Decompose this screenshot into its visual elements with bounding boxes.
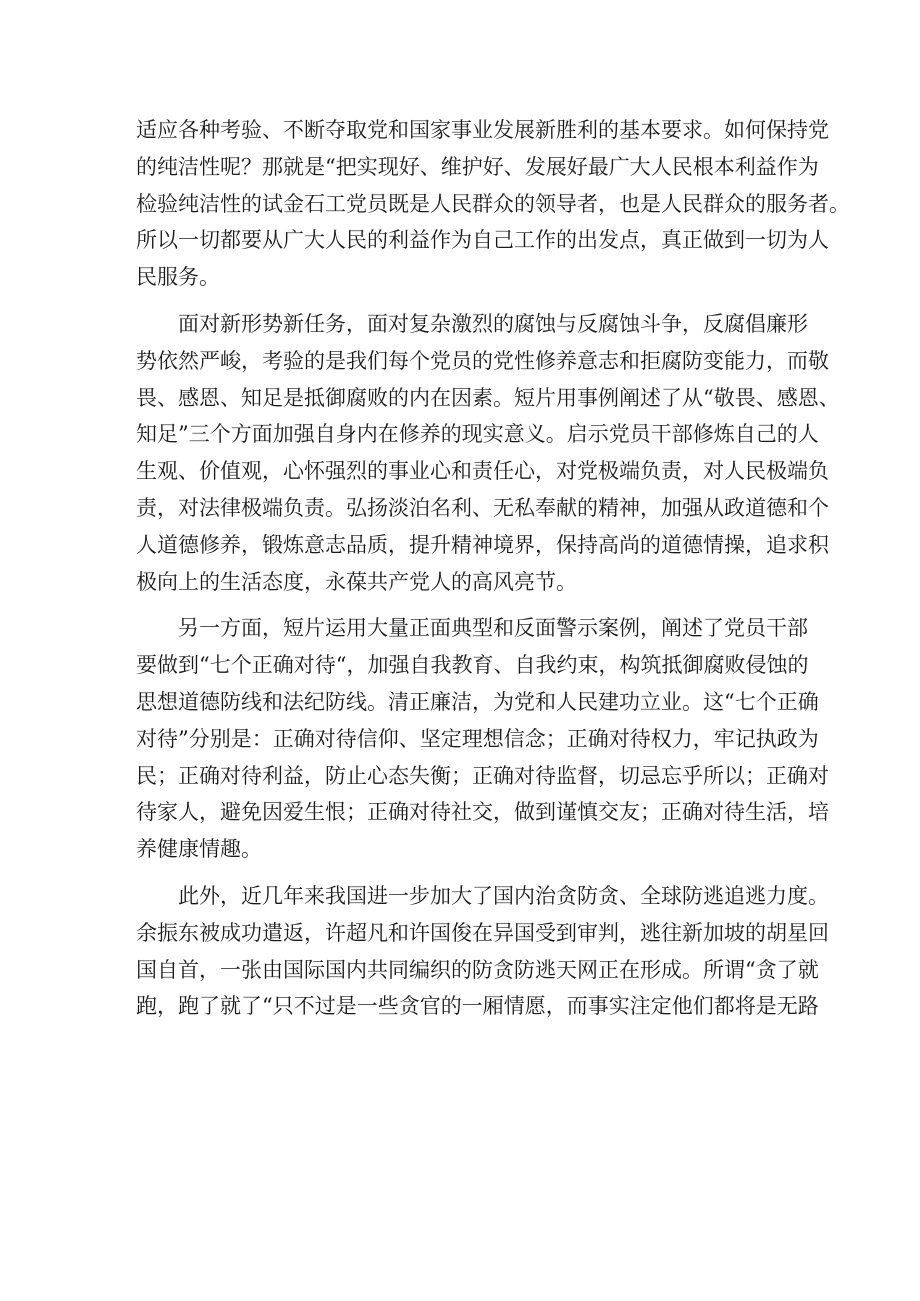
paragraph-3: [136, 610, 829, 868]
text-line: 势依然严峻，考验的是我们每个党员的党性修养意志和拒腐防变能力，而敬: [136, 348, 829, 373]
paragraph-4: [136, 878, 829, 1025]
text-line: 此外，近几年来我国进一步加大了国内治贪防贪、全球防逃追逃力度。: [178, 883, 829, 908]
text-line: 检验纯洁性的试金石工党员既是人民群众的领导者，也是人民群众的服务者。: [136, 191, 850, 216]
paragraph-1: [136, 112, 850, 296]
text-line: 面对新形势新任务，面对复杂激烈的腐蚀与反腐蚀斗争，反腐倡廉形: [178, 311, 808, 336]
text-line: 人道德修养，锻炼意志品质，提升精神境界，保持高尚的道德情操，追求积: [136, 532, 829, 557]
text-line: 的纯洁性呢？那就是“把实现好、维护好、发展好最广大人民根本利益作为: [136, 154, 819, 179]
document-body: [136, 112, 850, 1035]
text-line: 民；正确对待利益，防止心态失衡；正确对待监督，切忌忘乎所以；正确对: [136, 763, 829, 788]
text-line: 对待”分别是：正确对待信仰、坚定理想信念；正确对待权力，牢记执政为: [136, 726, 819, 751]
text-line: 适应各种考验、不断夺取党和国家事业发展新胜利的基本要求。如何保持党: [136, 118, 829, 142]
text-line: 养健康情趣。: [136, 837, 262, 862]
text-line: 思想道德防线和法纪防线。清正廉洁，为党和人民建功立业。这“七个正确: [136, 689, 819, 714]
paragraph-2: [136, 306, 840, 600]
text-line: 生观、价值观，心怀强烈的事业心和责任心，对党极端负责，对人民极端负: [136, 459, 829, 484]
text-line: 所以一切都要从广大人民的利益作为自己工作的出发点，真正做到一切为人: [136, 228, 829, 253]
text-line: 要做到“七个正确对待“，加强自我教育、自我约束，构筑抵御腐败侵蚀的: [136, 653, 809, 678]
text-line: 知足”三个方面加强自身内在修养的现实意义。启示党员干部修炼自己的人: [136, 422, 819, 447]
text-line: 责，对法律极端负责。弘扬淡泊名利、无私奉献的精神，加强从政道德和个: [136, 495, 829, 520]
text-line: 国自首，一张由国际国内共同编织的防贪防逃天网正在形成。所谓“贪了就: [136, 957, 819, 982]
text-line: 畏、感恩、知足是抵御腐败的内在因素。短片用事例阐述了从“敬畏、感恩、: [136, 385, 840, 410]
text-line: 民服务。: [136, 265, 220, 290]
text-line: 跑，跑了就了“只不过是一些贪官的一厢情愿，而事实注定他们都将是无路: [136, 994, 819, 1019]
text-line: 余振东被成功遣返，许超凡和许国俊在异国受到审判，逃往新加坡的胡星回: [136, 920, 829, 945]
text-line: 待家人，避免因爱生恨；正确对待社交，做到谨慎交友；正确对待生活，培: [136, 800, 829, 825]
text-line: 另一方面，短片运用大量正面典型和反面警示案例，阐述了党员干部: [178, 616, 808, 641]
text-line: 极向上的生活态度，永葆共产党人的高风亮节。: [136, 569, 577, 594]
